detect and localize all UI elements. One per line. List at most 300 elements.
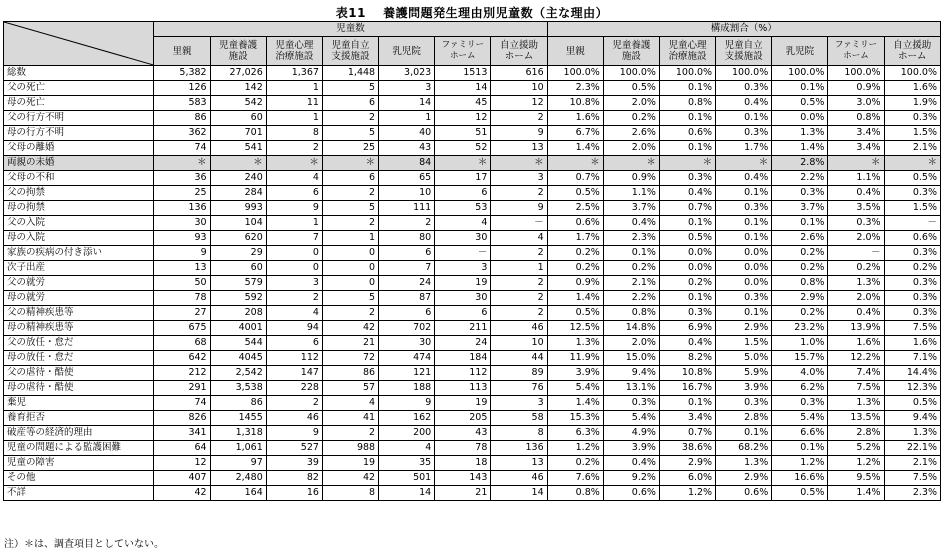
- count-cell: 14: [379, 96, 435, 111]
- count-cell: 2: [322, 216, 378, 231]
- ratio-cell: 12.3%: [884, 381, 940, 396]
- count-cell: 121: [379, 366, 435, 381]
- ratio-cell: 15.7%: [772, 351, 828, 366]
- ratio-cell: 1.1%: [603, 186, 659, 201]
- ratio-cell: 0.0%: [772, 111, 828, 126]
- ratio-cell: 0.6%: [716, 486, 772, 501]
- ratio-cell: 100.0%: [716, 66, 772, 81]
- count-cell: 988: [322, 441, 378, 456]
- count-cell: 2,542: [210, 366, 266, 381]
- corner-cell: [4, 22, 154, 66]
- count-cell: 8: [322, 486, 378, 501]
- count-cell: 50: [154, 276, 210, 291]
- ratio-cell: 8.2%: [659, 351, 715, 366]
- count-cell: 40: [379, 126, 435, 141]
- ratio-cell: 1.4%: [547, 141, 603, 156]
- ratio-cell: 13.5%: [828, 411, 884, 426]
- ratio-cell: 0.5%: [772, 96, 828, 111]
- ratio-cell: 3.0%: [828, 96, 884, 111]
- ratio-cell: 0.0%: [716, 246, 772, 261]
- ratio-cell: 22.1%: [884, 441, 940, 456]
- ratio-cell: 0.8%: [603, 306, 659, 321]
- ratio-cell: 6.9%: [659, 321, 715, 336]
- count-cell: 68: [154, 336, 210, 351]
- table-row: [4, 276, 941, 291]
- table-body: [4, 66, 941, 501]
- count-cell: 19: [322, 456, 378, 471]
- row-label: 父の精神疾患等: [4, 306, 154, 321]
- count-cell: 6: [322, 171, 378, 186]
- count-cell: 2: [379, 216, 435, 231]
- ratio-cell: 100.0%: [772, 66, 828, 81]
- table-row: [4, 66, 941, 81]
- count-cell: 74: [154, 396, 210, 411]
- column-header: [491, 37, 547, 66]
- count-cell: 993: [210, 201, 266, 216]
- count-cell: 4: [266, 171, 322, 186]
- count-cell: 3,538: [210, 381, 266, 396]
- count-cell: 5,382: [154, 66, 210, 81]
- count-cell: 10: [491, 81, 547, 96]
- row-label: 父の就労: [4, 276, 154, 291]
- ratio-cell: 0.8%: [659, 96, 715, 111]
- count-cell: 10: [379, 186, 435, 201]
- count-cell: 12: [154, 456, 210, 471]
- column-header-line2: 施設: [621, 51, 641, 62]
- ratio-cell: 7.5%: [828, 381, 884, 396]
- ratio-cell: 1.4%: [547, 396, 603, 411]
- ratio-cell: 1.4%: [772, 141, 828, 156]
- ratio-cell: 12.5%: [547, 321, 603, 336]
- count-cell: 53: [435, 201, 491, 216]
- row-label: 父母の離婚: [4, 141, 154, 156]
- ratio-cell: 12.2%: [828, 351, 884, 366]
- ratio-cell: 0.8%: [772, 276, 828, 291]
- count-cell: 84: [379, 156, 435, 171]
- table-row: [4, 126, 941, 141]
- ratio-cell: 0.3%: [716, 396, 772, 411]
- count-cell: 78: [435, 441, 491, 456]
- row-label: 母の虐待・酷使: [4, 381, 154, 396]
- row-label: 総数: [4, 66, 154, 81]
- ratio-cell: 0.3%: [772, 186, 828, 201]
- count-cell: 21: [322, 336, 378, 351]
- count-cell: ＊: [210, 156, 266, 171]
- ratio-cell: 1.0%: [772, 336, 828, 351]
- count-cell: 80: [379, 231, 435, 246]
- count-cell: 51: [435, 126, 491, 141]
- ratio-cell: 5.0%: [716, 351, 772, 366]
- count-cell: 2: [266, 291, 322, 306]
- count-cell: 3: [491, 396, 547, 411]
- ratio-cell: 7.1%: [884, 351, 940, 366]
- ratio-cell: 1.3%: [884, 426, 940, 441]
- count-cell: 18: [435, 456, 491, 471]
- ratio-cell: 2.1%: [603, 276, 659, 291]
- ratio-cell: 0.6%: [547, 216, 603, 231]
- data-table: [3, 21, 941, 501]
- count-cell: 6: [266, 186, 322, 201]
- ratio-cell: 0.2%: [828, 261, 884, 276]
- row-label: 児童の障害: [4, 456, 154, 471]
- count-cell: －: [435, 246, 491, 261]
- table-row: [4, 261, 941, 276]
- table-row: [4, 246, 941, 261]
- ratio-cell: 0.5%: [547, 306, 603, 321]
- count-cell: 12: [491, 96, 547, 111]
- count-cell: 188: [379, 381, 435, 396]
- ratio-cell: 0.0%: [716, 261, 772, 276]
- ratio-cell: 1.3%: [828, 276, 884, 291]
- ratio-cell: 0.0%: [659, 246, 715, 261]
- ratio-cell: 0.3%: [603, 396, 659, 411]
- column-header-line1: ファミリー: [441, 40, 484, 50]
- ratio-cell: 0.1%: [659, 396, 715, 411]
- count-cell: 3,023: [379, 66, 435, 81]
- count-cell: 9: [266, 201, 322, 216]
- ratio-cell: ＊: [659, 156, 715, 171]
- ratio-cell: 5.4%: [547, 381, 603, 396]
- ratio-cell: 2.9%: [659, 456, 715, 471]
- count-cell: 46: [491, 321, 547, 336]
- count-cell: 1: [266, 81, 322, 96]
- row-label: 母の放任・怠だ: [4, 351, 154, 366]
- count-cell: 10: [491, 336, 547, 351]
- ratio-cell: 0.4%: [716, 96, 772, 111]
- column-header-line1: 児童心理: [275, 40, 314, 51]
- ratio-cell: 2.8%: [828, 426, 884, 441]
- ratio-cell: 0.1%: [716, 216, 772, 231]
- count-cell: 14: [491, 486, 547, 501]
- count-cell: 2: [491, 306, 547, 321]
- row-label: 次子出産: [4, 261, 154, 276]
- count-cell: 2: [266, 396, 322, 411]
- ratio-cell: 0.3%: [659, 306, 715, 321]
- ratio-cell: 6.3%: [547, 426, 603, 441]
- ratio-cell: 0.4%: [716, 171, 772, 186]
- ratio-cell: 6.7%: [547, 126, 603, 141]
- ratio-cell: 0.7%: [659, 426, 715, 441]
- ratio-cell: 1.2%: [547, 441, 603, 456]
- ratio-cell: 2.3%: [603, 231, 659, 246]
- count-cell: 112: [266, 351, 322, 366]
- count-cell: 78: [154, 291, 210, 306]
- ratio-cell: －: [828, 246, 884, 261]
- column-header-line1: 自立援助: [893, 40, 932, 51]
- ratio-cell: 0.1%: [772, 81, 828, 96]
- count-cell: 46: [266, 411, 322, 426]
- ratio-cell: 0.3%: [828, 216, 884, 231]
- count-cell: ＊: [435, 156, 491, 171]
- count-cell: 164: [210, 486, 266, 501]
- column-header: [266, 37, 322, 66]
- ratio-cell: 100.0%: [659, 66, 715, 81]
- count-cell: 19: [435, 276, 491, 291]
- ratio-cell: 2.6%: [772, 231, 828, 246]
- ratio-cell: ＊: [716, 156, 772, 171]
- ratio-cell: 5.4%: [603, 411, 659, 426]
- ratio-cell: 2.8%: [716, 411, 772, 426]
- count-cell: 162: [379, 411, 435, 426]
- count-cell: 60: [210, 261, 266, 276]
- ratio-cell: 13.9%: [828, 321, 884, 336]
- ratio-cell: 1.5%: [884, 201, 940, 216]
- ratio-cell: 0.3%: [884, 186, 940, 201]
- column-header-line2: ホーム: [898, 51, 927, 62]
- ratio-cell: 1.7%: [547, 231, 603, 246]
- count-cell: 9: [491, 126, 547, 141]
- column-header-line2: 施設: [228, 51, 248, 62]
- ratio-cell: 1.1%: [828, 171, 884, 186]
- count-cell: 212: [154, 366, 210, 381]
- column-header-line1: 児童養護: [219, 40, 258, 51]
- ratio-cell: 0.6%: [659, 126, 715, 141]
- ratio-cell: 3.4%: [659, 411, 715, 426]
- count-cell: 21: [435, 486, 491, 501]
- table-row: [4, 366, 941, 381]
- column-header: [210, 37, 266, 66]
- ratio-cell: 0.0%: [716, 276, 772, 291]
- ratio-cell: 14.8%: [603, 321, 659, 336]
- ratio-cell: 1.6%: [547, 111, 603, 126]
- ratio-cell: ＊: [884, 156, 940, 171]
- count-cell: 142: [210, 81, 266, 96]
- ratio-cell: 0.1%: [659, 216, 715, 231]
- ratio-cell: 4.9%: [603, 426, 659, 441]
- ratio-cell: 1.3%: [547, 336, 603, 351]
- count-cell: 4: [491, 231, 547, 246]
- count-cell: ＊: [322, 156, 378, 171]
- count-cell: 9: [154, 246, 210, 261]
- count-cell: 702: [379, 321, 435, 336]
- count-cell: 13: [154, 261, 210, 276]
- ratio-cell: 6.0%: [659, 471, 715, 486]
- ratio-cell: 2.2%: [603, 291, 659, 306]
- count-cell: 6: [435, 306, 491, 321]
- ratio-cell: 3.7%: [603, 201, 659, 216]
- footnote: 注）＊は、調査項目としていない。: [4, 539, 164, 550]
- row-label: 両親の未婚: [4, 156, 154, 171]
- ratio-cell: 0.4%: [828, 186, 884, 201]
- ratio-cell: 1.5%: [884, 126, 940, 141]
- ratio-cell: 3.9%: [716, 381, 772, 396]
- count-cell: 1,318: [210, 426, 266, 441]
- row-label: 父の拘禁: [4, 186, 154, 201]
- table-row: [4, 456, 941, 471]
- column-header: [828, 37, 884, 66]
- ratio-cell: 0.2%: [659, 276, 715, 291]
- ratio-cell: ＊: [828, 156, 884, 171]
- count-cell: 1,448: [322, 66, 378, 81]
- ratio-cell: 7.4%: [828, 366, 884, 381]
- count-cell: 25: [154, 186, 210, 201]
- ratio-cell: 5.2%: [828, 441, 884, 456]
- count-cell: 93: [154, 231, 210, 246]
- table-row: [4, 141, 941, 156]
- count-cell: 542: [210, 96, 266, 111]
- count-cell: 82: [266, 471, 322, 486]
- count-cell: 5: [322, 201, 378, 216]
- ratio-cell: 0.7%: [659, 201, 715, 216]
- column-header-line2: ホーム: [843, 51, 869, 61]
- count-cell: 65: [379, 171, 435, 186]
- ratio-cell: 6.6%: [772, 426, 828, 441]
- row-label: 児童の問題による監護困難: [4, 441, 154, 456]
- ratio-cell: 0.3%: [884, 276, 940, 291]
- count-cell: 6: [379, 246, 435, 261]
- row-label: 母の拘禁: [4, 201, 154, 216]
- column-header-line1: 里親: [565, 45, 585, 57]
- count-cell: 12: [435, 111, 491, 126]
- count-cell: 2: [322, 426, 378, 441]
- count-cell: 228: [266, 381, 322, 396]
- count-cell: 8: [266, 126, 322, 141]
- ratio-cell: 100.0%: [603, 66, 659, 81]
- column-header-line1: 児童心理: [668, 40, 707, 51]
- ratio-cell: 0.1%: [716, 231, 772, 246]
- ratio-cell: 0.2%: [772, 261, 828, 276]
- column-header-line2: 支援施設: [331, 51, 370, 62]
- ratio-cell: 9.5%: [828, 471, 884, 486]
- ratio-cell: 1.6%: [828, 336, 884, 351]
- ratio-cell: 5.4%: [772, 411, 828, 426]
- count-cell: 29: [210, 246, 266, 261]
- ratio-cell: 3.5%: [828, 201, 884, 216]
- row-label: 破産等の経済的理由: [4, 426, 154, 441]
- ratio-cell: 3.4%: [828, 126, 884, 141]
- ratio-cell: 0.3%: [884, 291, 940, 306]
- count-cell: 42: [154, 486, 210, 501]
- ratio-cell: 0.7%: [547, 171, 603, 186]
- ratio-cell: 2.5%: [547, 201, 603, 216]
- ratio-cell: 0.2%: [772, 246, 828, 261]
- count-cell: 1455: [210, 411, 266, 426]
- table-row: [4, 186, 941, 201]
- count-cell: 30: [154, 216, 210, 231]
- count-cell: 2: [491, 186, 547, 201]
- ratio-cell: 0.3%: [772, 396, 828, 411]
- count-cell: 583: [154, 96, 210, 111]
- count-cell: 2: [266, 141, 322, 156]
- ratio-cell: 0.5%: [603, 81, 659, 96]
- column-header-line1: 里親: [172, 45, 192, 57]
- count-cell: 675: [154, 321, 210, 336]
- column-header: [884, 37, 940, 66]
- column-header: [322, 37, 378, 66]
- ratio-cell: 0.9%: [828, 81, 884, 96]
- ratio-cell: 0.9%: [547, 276, 603, 291]
- count-cell: 113: [435, 381, 491, 396]
- table-row: [4, 171, 941, 186]
- column-header-line2: ホーム: [450, 51, 476, 61]
- diagonal-line: [4, 22, 153, 65]
- ratio-cell: 2.0%: [603, 336, 659, 351]
- table-row: [4, 306, 941, 321]
- count-cell: 5: [322, 81, 378, 96]
- count-cell: 136: [154, 201, 210, 216]
- ratio-cell: 0.1%: [716, 186, 772, 201]
- count-cell: 74: [154, 141, 210, 156]
- count-cell: 3: [379, 81, 435, 96]
- ratio-cell: 2.1%: [884, 456, 940, 471]
- ratio-cell: 0.5%: [659, 231, 715, 246]
- ratio-cell: 0.1%: [772, 216, 828, 231]
- ratio-cell: 2.1%: [884, 141, 940, 156]
- count-cell: 42: [322, 321, 378, 336]
- count-cell: 9: [266, 426, 322, 441]
- count-cell: 1: [266, 111, 322, 126]
- column-header-line1: ファミリー: [834, 40, 878, 50]
- column-header: [772, 37, 828, 66]
- count-cell: 544: [210, 336, 266, 351]
- ratio-cell: 0.3%: [716, 201, 772, 216]
- count-cell: 579: [210, 276, 266, 291]
- ratio-cell: 3.9%: [547, 366, 603, 381]
- count-cell: 2: [491, 276, 547, 291]
- count-cell: 6: [322, 96, 378, 111]
- count-cell: 2: [491, 246, 547, 261]
- count-cell: 1,061: [210, 441, 266, 456]
- count-cell: 97: [210, 456, 266, 471]
- row-label: 母の入院: [4, 231, 154, 246]
- ratio-cell: 15.0%: [603, 351, 659, 366]
- count-cell: 5: [322, 126, 378, 141]
- row-label: 母の就労: [4, 291, 154, 306]
- count-cell: 2,480: [210, 471, 266, 486]
- count-cell: 1: [266, 216, 322, 231]
- count-cell: 46: [491, 471, 547, 486]
- row-label: 父の虐待・酷使: [4, 366, 154, 381]
- ratio-cell: 1.3%: [772, 126, 828, 141]
- column-header-line1: 児童自立: [724, 40, 763, 51]
- count-cell: 43: [379, 141, 435, 156]
- count-cell: 86: [210, 396, 266, 411]
- table-row: [4, 381, 941, 396]
- count-cell: 1: [322, 231, 378, 246]
- ratio-cell: 0.1%: [659, 141, 715, 156]
- ratio-cell: 2.2%: [772, 171, 828, 186]
- count-cell: 4: [266, 306, 322, 321]
- count-cell: 86: [322, 366, 378, 381]
- count-cell: 200: [379, 426, 435, 441]
- row-label: 養育拒否: [4, 411, 154, 426]
- ratio-cell: 1.4%: [547, 291, 603, 306]
- table-row: [4, 471, 941, 486]
- count-cell: 527: [266, 441, 322, 456]
- count-cell: 1: [491, 261, 547, 276]
- count-cell: 14: [379, 486, 435, 501]
- count-cell: 2: [322, 306, 378, 321]
- count-cell: 826: [154, 411, 210, 426]
- ratio-cell: －: [884, 216, 940, 231]
- ratio-cell: 0.1%: [659, 81, 715, 96]
- count-cell: 89: [491, 366, 547, 381]
- ratio-cell: 0.5%: [884, 396, 940, 411]
- ratio-cell: 1.6%: [884, 81, 940, 96]
- ratio-cell: 38.6%: [659, 441, 715, 456]
- ratio-cell: 14.4%: [884, 366, 940, 381]
- table-row: [4, 486, 941, 501]
- table-row: [4, 396, 941, 411]
- ratio-cell: 0.3%: [716, 291, 772, 306]
- ratio-cell: 0.2%: [603, 261, 659, 276]
- count-cell: 86: [154, 111, 210, 126]
- count-cell: 341: [154, 426, 210, 441]
- count-cell: 184: [435, 351, 491, 366]
- ratio-cell: 1.2%: [659, 486, 715, 501]
- ratio-cell: 2.0%: [603, 96, 659, 111]
- column-header-line2: 支援施設: [724, 51, 763, 62]
